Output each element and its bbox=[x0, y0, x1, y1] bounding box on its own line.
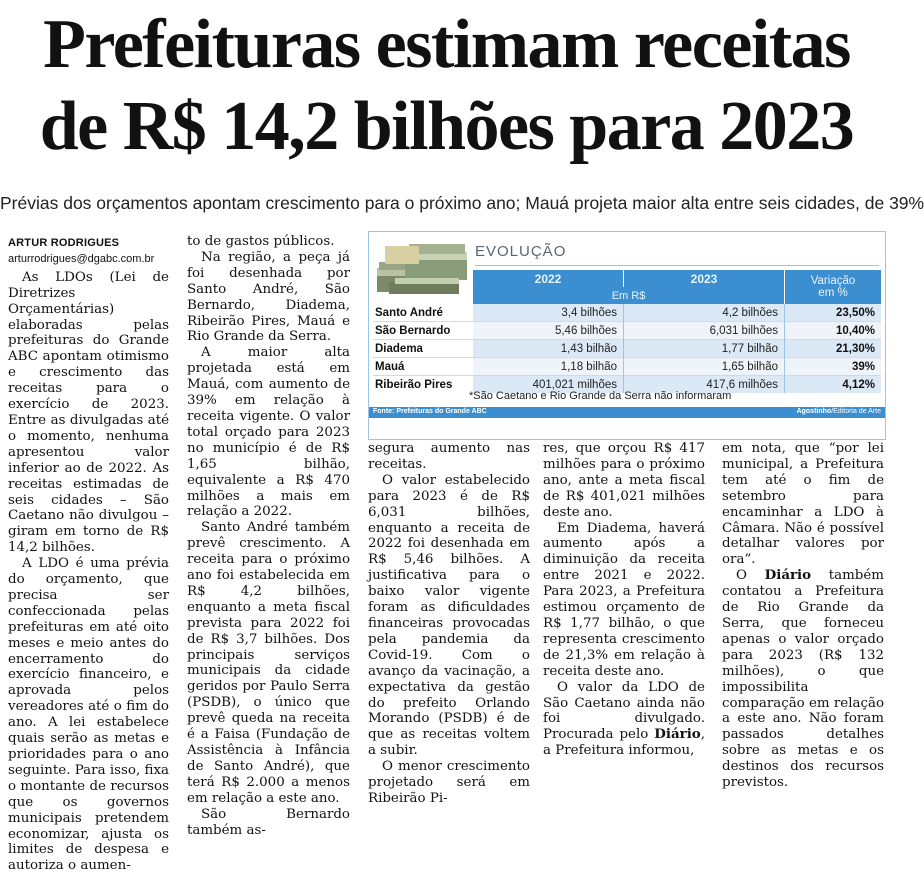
article-column-1 bbox=[8, 236, 169, 874]
variation-cell: 39% bbox=[785, 358, 882, 376]
value-2022-cell: 3,4 bilhões bbox=[473, 304, 624, 322]
value-2022-cell: 401,021 milhões bbox=[473, 376, 624, 394]
paragraph: A maior alta projetada está em Mauá, com aumento de 39% em relação à receita vigente. O valor total orçado para 2023 no município é de R$ 1,65 bilhão, equivalente a R$ 470 milhões a mais em relação a 2022. bbox=[187, 345, 350, 520]
text-run: , a Prefeitura informou, bbox=[543, 727, 705, 759]
paragraph: São Bernardo também as- bbox=[187, 806, 350, 838]
credit-rest: /Editoria de Arte bbox=[831, 408, 881, 415]
column-header-2022: 2022 bbox=[473, 270, 624, 287]
value-2023-cell: 1,65 bilhão bbox=[624, 358, 785, 376]
variation-label: Variação bbox=[810, 275, 856, 287]
paragraph: to de gastos públicos. bbox=[187, 234, 335, 249]
value-2022-cell: 1,18 bilhão bbox=[473, 358, 624, 376]
table-row bbox=[373, 358, 881, 376]
evolution-infobox bbox=[368, 231, 886, 440]
variation-cell: 4,12% bbox=[785, 376, 882, 394]
variation-cell: 10,40% bbox=[785, 322, 882, 340]
source-label: Fonte: Prefeituras do Grande ABC bbox=[373, 408, 487, 415]
value-2023-cell: 1,77 bilhão bbox=[624, 340, 785, 358]
value-2023-cell: 417,6 milhões bbox=[624, 376, 785, 394]
article-column-2 bbox=[187, 234, 350, 838]
credit-name: Agostinho bbox=[796, 408, 832, 415]
column-header-variation bbox=[785, 270, 882, 304]
paragraph: Em Diadema, haverá aumento após a diminuição da receita entre 2021 e 2022. Para 2023, a Prefeitura estimou orçamento de R$ 1,77 bilhão, o que representa crescimento de 21,3% em relação à receita deste ano. bbox=[543, 520, 705, 679]
subtitle: Prévias dos orçamentos apontam crescimento para o próximo ano; Mauá projeta maior alta entre seis cidades, de 39% bbox=[0, 193, 924, 213]
city-cell: Diadema bbox=[373, 340, 473, 358]
variation-cell: 23,50% bbox=[785, 304, 882, 322]
text-run: também contatou a Prefeitura de Rio Grande da Serra, que forneceu apenas o valor orçado para 2023 (R$ 132 milhões), o que impossibilita comparação em relação a este ano. Não foram passados detalhes sobre as metas e os destinos dos recursos previstos. bbox=[722, 568, 885, 791]
revenue-table bbox=[373, 270, 881, 393]
unit-label: Em R$ bbox=[473, 287, 785, 304]
headline-line-1: Prefeituras estimam receitas bbox=[43, 6, 850, 83]
paragraph: Santo André também prevê crescimento. A receita para o próximo ano foi estabelecida em R$ 4,2 bilhões, enquanto a meta fiscal prevista para 2022 foi de R$ 3,7 bilhões. Dos principais serviços municipais da cidade geridos por Paulo Serra (PSDB), o único que prevê queda na receita é a Faisa (Fundação de Assistência à Infância de Santo André), que terá R$ 2.000 a menos em relação a este ano. bbox=[187, 520, 350, 806]
table-row bbox=[373, 304, 881, 322]
paragraph: segura aumento nas receitas. bbox=[368, 441, 530, 472]
newspaper-name: Diário bbox=[654, 726, 701, 743]
header-blank bbox=[373, 270, 473, 287]
value-2022-cell: 1,43 bilhão bbox=[473, 340, 624, 358]
paragraph: O valor estabelecido para 2023 é de R$ 6,031 bilhões, enquanto a receita de 2022 foi desenhada em R$ 5,46 bilhões. A justificativa para o baixo valor vigente foram as dificuldades financeiras provocadas pela pandemia da Covid-19. Com o avanço da vacinação, a expectativa da gestão do prefeito Orlando Morando (PSDB) é de que as receitas voltem a subir. bbox=[368, 472, 530, 759]
headline bbox=[0, 4, 893, 168]
infobox-title: EVOLUÇÃO bbox=[475, 243, 567, 260]
value-2023-cell: 6,031 bilhões bbox=[624, 322, 785, 340]
table-footnote: *São Caetano e Rio Grande da Serra não informaram bbox=[469, 390, 732, 402]
variation-cell: 21,30% bbox=[785, 340, 882, 358]
city-cell: Ribeirão Pires bbox=[373, 376, 473, 394]
article-column-4 bbox=[543, 441, 705, 759]
city-cell: São Bernardo bbox=[373, 322, 473, 340]
headline-line-2: de R$ 14,2 bilhões para 2023 bbox=[39, 88, 854, 165]
paragraph: A LDO é uma prévia do orçamento, que precisa ser confeccionada pelas prefeituras em até oito meses e meio antes do encerramento do exercício financeiro, e aprovada pelos vereadores até o fim do ano. A lei estabelece quais serão as metas e prioridades para o ano seguinte. Para isso, fixa o montante de recursos que os governos municipais pretendem economizar, ajusta os limites de despesa e autoriza o aumen- bbox=[8, 556, 169, 874]
value-2022-cell: 5,46 bilhões bbox=[473, 322, 624, 340]
article-column-3 bbox=[368, 441, 530, 806]
byline-email: arturrodrigues@dgabc.com.br bbox=[8, 252, 155, 265]
text-run: O valor da LDO de São Caetano ainda não foi divulgado. Procurada pelo bbox=[543, 679, 705, 743]
title-rule bbox=[475, 265, 879, 266]
column-header-2023: 2023 bbox=[624, 270, 785, 287]
value-2023-cell: 4,2 bilhões bbox=[624, 304, 785, 322]
newspaper-name: Diário bbox=[764, 567, 812, 584]
paragraph: O menor crescimento projetado será em Ribeirão Pi- bbox=[368, 759, 530, 806]
paragraph: As LDOs (Lei de Diretrizes Orçamentárias) elaboradas pelas prefeituras do Grande ABC apontam otimismo e crescimento das receitas para o exercício de 2023. Entre as divulgadas até o momento, nenhuma apresentou valor inferior ao de 2022. As receitas estimadas de seis cidades – São Caetano não divulgou – giram em torno de R$ 14,2 bilhões. bbox=[8, 269, 169, 556]
table-row bbox=[373, 322, 881, 340]
table-row bbox=[373, 340, 881, 358]
paragraph: res, que orçou R$ 417 milhões para o próximo ano, ante a meta fiscal de R$ 401,021 milhões deste ano. bbox=[543, 441, 705, 520]
paragraph bbox=[722, 568, 884, 791]
article-column-5 bbox=[722, 441, 885, 791]
paragraph bbox=[543, 680, 705, 760]
header-blank bbox=[373, 287, 473, 304]
variation-unit: em % bbox=[818, 287, 848, 299]
paragraph: em nota, que “por lei municipal, a Prefeitura tem até o fim de setembro para encaminhar a LDO à Câmara. Não é possível detalhar valores por ora”. bbox=[722, 441, 884, 568]
city-cell: Mauá bbox=[373, 358, 473, 376]
art-credit bbox=[797, 408, 881, 415]
text-run: O bbox=[736, 568, 747, 584]
city-cell: Santo André bbox=[373, 304, 473, 322]
byline-author: ARTUR RODRIGUES bbox=[8, 237, 120, 249]
paragraph: Na região, a peça já foi desenhada por Santo André, São Bernardo, Diadema, Ribeirão Pires, Mauá e Rio Grande da Serra. bbox=[187, 249, 350, 345]
